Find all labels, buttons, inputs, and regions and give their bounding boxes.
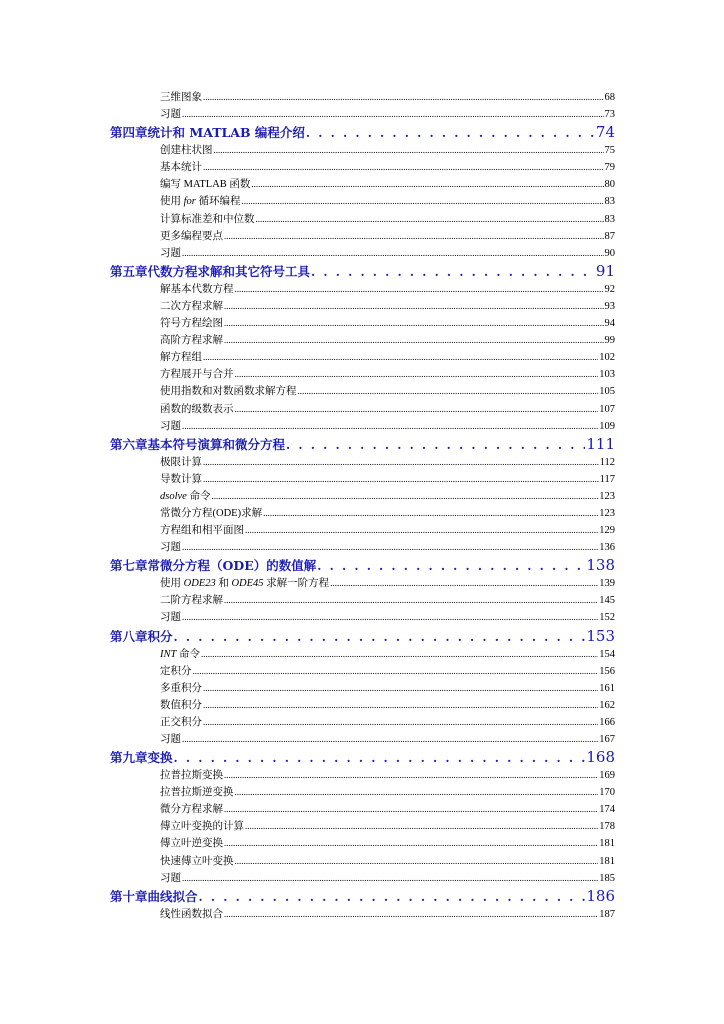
section-title: 创建柱状图 [160, 145, 213, 157]
page-number: 109 [599, 420, 615, 432]
page-number: 187 [599, 908, 615, 920]
section-title-part: 使用 [160, 196, 184, 208]
page-number: 145 [599, 595, 615, 607]
section-title: 微分方程求解 [160, 804, 223, 816]
toc-chapter-entry[interactable] [110, 123, 615, 142]
toc-chapter-entry[interactable] [110, 887, 615, 906]
toc-section-entry[interactable] [110, 488, 615, 505]
toc-section-entry[interactable] [110, 575, 615, 592]
dot-leader [235, 787, 599, 798]
section-title: 二次方程求解 [160, 300, 223, 312]
section-title: 三维图象 [160, 92, 202, 103]
toc-section-entry[interactable] [110, 471, 615, 488]
dot-leader [203, 457, 599, 468]
page-number: 170 [599, 787, 615, 799]
page-number: 161 [599, 682, 615, 694]
table-of-contents [110, 89, 615, 923]
toc-section-entry[interactable] [110, 835, 615, 852]
section-title: 方程组和相平面图 [160, 525, 244, 537]
chapter-title: 第四章统计和 MATLAB 编程介绍 [110, 125, 305, 141]
section-title: 符号方程绘图 [160, 318, 223, 330]
page-number: 166 [599, 716, 615, 728]
toc-section-entry[interactable] [110, 784, 615, 801]
page-number: 90 [604, 247, 615, 259]
page-number: 152 [599, 612, 615, 624]
dot-leader [317, 558, 585, 573]
page-number: 93 [604, 300, 615, 312]
toc-section-entry[interactable] [110, 281, 615, 298]
toc-chapter-entry[interactable] [110, 556, 615, 575]
section-title: 习题 [160, 420, 181, 432]
toc-section-entry[interactable] [110, 211, 615, 228]
page-number: 83 [604, 196, 615, 208]
section-title-italic: INT [160, 648, 177, 660]
toc-section-entry[interactable] [110, 159, 615, 176]
page-number: 79 [604, 162, 615, 174]
page-number: 112 [599, 456, 615, 468]
page-number: 153 [586, 626, 615, 645]
section-title: 正交积分 [160, 716, 202, 728]
page-number: 80 [604, 179, 615, 191]
dot-leader [203, 474, 599, 485]
section-title: 快速傅立叶变换 [160, 855, 234, 867]
dot-leader [174, 750, 586, 765]
toc-section-entry[interactable] [110, 697, 615, 714]
section-title: 高阶方程求解 [160, 335, 223, 347]
toc-section-entry[interactable] [110, 801, 615, 818]
page-number: 105 [599, 386, 615, 398]
page-number: 129 [599, 525, 615, 537]
toc-section-entry[interactable] [110, 454, 615, 471]
dot-leader [256, 214, 604, 225]
dot-leader [203, 162, 604, 173]
dot-leader [193, 666, 599, 677]
toc-section-entry[interactable] [110, 106, 615, 123]
dot-leader [311, 264, 595, 279]
page-number: 74 [595, 123, 615, 142]
toc-section-entry[interactable] [110, 401, 615, 418]
dot-leader [203, 717, 598, 728]
dot-leader [306, 125, 595, 140]
toc-section-entry[interactable] [110, 714, 615, 731]
section-title: 解基本代数方程 [160, 283, 234, 295]
dot-leader [224, 595, 598, 606]
page-number: 103 [599, 369, 615, 381]
dot-leader [174, 629, 586, 644]
dot-leader [182, 109, 604, 120]
page-number: 138 [586, 556, 615, 575]
toc-section-entry[interactable] [110, 505, 615, 522]
page-number: 174 [599, 804, 615, 816]
dot-leader [182, 734, 598, 745]
section-title: 拉普拉斯逆变换 [160, 787, 234, 799]
dot-leader [214, 145, 604, 156]
dot-leader [245, 525, 598, 536]
toc-section-entry[interactable] [110, 853, 615, 870]
toc-section-entry[interactable] [110, 767, 615, 784]
dot-leader [224, 838, 598, 849]
page-number: 94 [604, 318, 615, 330]
toc-section-entry[interactable] [110, 193, 615, 210]
chapter-title: 第八章积分 [110, 628, 173, 644]
dot-leader [203, 352, 598, 363]
page-number: 107 [599, 403, 615, 415]
dot-leader [235, 856, 599, 867]
page-number: 123 [599, 507, 615, 519]
page-number: 178 [599, 821, 615, 833]
section-title-part: 循环编程 [195, 196, 241, 208]
section-title: 更多编程要点 [160, 230, 223, 242]
toc-section-entry[interactable] [110, 366, 615, 383]
dot-leader [251, 179, 603, 190]
dot-leader [235, 284, 604, 295]
dot-leader [224, 231, 604, 242]
section-title [160, 193, 241, 208]
page-number: 123 [599, 490, 615, 502]
dot-leader [242, 196, 604, 207]
toc-chapter-entry[interactable] [110, 262, 615, 281]
section-title: 拉普拉斯变换 [160, 770, 223, 782]
dot-leader [199, 889, 586, 904]
section-title: 习题 [160, 247, 181, 259]
dot-leader [298, 386, 599, 397]
chapter-title: 第七章常微分方程（ODE）的数值解 [110, 558, 317, 574]
dot-leader [203, 92, 604, 103]
page-number: 117 [599, 473, 615, 485]
page-number: 111 [586, 434, 615, 453]
page-number: 136 [599, 542, 615, 554]
section-title: 傅立叶变换的计算 [160, 821, 244, 833]
page-number: 168 [586, 748, 615, 767]
section-title-part: 使用 [160, 578, 184, 590]
toc-chapter-entry[interactable] [110, 435, 615, 454]
section-title: 傅立叶逆变换 [160, 838, 223, 850]
section-title: 使用指数和对数函数求解方程 [160, 386, 297, 398]
section-title: 习题 [160, 734, 181, 745]
section-title [160, 575, 329, 590]
toc-section-entry[interactable] [110, 228, 615, 245]
section-title: 导数计算 [160, 473, 202, 485]
section-title: 数值积分 [160, 699, 202, 711]
dot-leader [211, 491, 598, 502]
section-title-italic: ODE45 [231, 578, 264, 590]
section-title: 多重积分 [160, 682, 202, 694]
dot-leader [263, 508, 598, 519]
section-title: 习题 [160, 612, 181, 624]
section-title: 基本统计 [160, 162, 202, 174]
dot-leader [224, 318, 604, 329]
chapter-title: 第十章曲线拟合 [110, 888, 198, 904]
toc-section-entry[interactable] [110, 592, 615, 609]
page-number: 139 [599, 578, 615, 590]
section-title-italic: ODE23 [183, 578, 216, 590]
chapter-title: 第九章变换 [110, 750, 173, 766]
toc-section-entry[interactable] [110, 906, 615, 923]
dot-leader [182, 248, 604, 259]
toc-section-entry[interactable] [110, 142, 615, 159]
page-number: 186 [586, 886, 615, 905]
page-number: 102 [599, 352, 615, 364]
section-title: 二阶方程求解 [160, 595, 223, 607]
dot-leader [330, 578, 598, 589]
chapter-title: 第六章基本符号演算和微分方程 [110, 436, 286, 452]
page-number: 75 [604, 145, 615, 157]
dot-leader [286, 437, 585, 452]
dot-leader [224, 909, 598, 920]
page-number: 154 [599, 648, 615, 660]
toc-section-entry[interactable] [110, 332, 615, 349]
toc-chapter-entry[interactable] [110, 748, 615, 767]
page-number: 68 [604, 92, 615, 103]
dot-leader [224, 301, 604, 312]
dot-leader [182, 612, 598, 623]
dot-leader [182, 873, 598, 884]
toc-section-entry[interactable] [110, 731, 615, 748]
section-title: 方程展开与合并 [160, 369, 234, 381]
toc-section-entry[interactable] [110, 176, 615, 193]
toc-section-entry[interactable] [110, 663, 615, 680]
section-title-part: 求解一阶方程 [263, 578, 330, 590]
toc-section-entry[interactable] [110, 349, 615, 366]
section-title [160, 488, 210, 503]
page-number: 99 [604, 335, 615, 347]
toc-section-entry[interactable] [110, 818, 615, 835]
page-number: 73 [604, 109, 615, 121]
page-number: 83 [604, 213, 615, 225]
dot-leader [235, 404, 599, 415]
page-number: 162 [599, 699, 615, 711]
toc-section-entry[interactable] [110, 680, 615, 697]
toc-section-entry[interactable] [110, 245, 615, 262]
page-number: 167 [599, 734, 615, 745]
section-title: 编写 MATLAB 函数 [160, 179, 251, 191]
dot-leader [224, 335, 604, 346]
section-title: 习题 [160, 109, 181, 121]
page-number: 169 [599, 770, 615, 782]
section-title: 极限计算 [160, 456, 202, 468]
section-title: 解方程组 [160, 352, 202, 364]
toc-section-entry[interactable] [110, 539, 615, 556]
dot-leader [182, 421, 598, 432]
dot-leader [224, 770, 598, 781]
section-title: 函数的级数表示 [160, 403, 234, 415]
dot-leader [182, 542, 598, 553]
section-title-italic: for [183, 196, 196, 208]
section-title: 习题 [160, 542, 181, 554]
dot-leader [203, 683, 598, 694]
page-number: 185 [599, 872, 615, 884]
section-title-part: 和 [215, 578, 232, 590]
page-number: 92 [604, 283, 615, 295]
page-number: 181 [599, 838, 615, 850]
page-number: 156 [599, 665, 615, 677]
dot-leader [203, 700, 598, 711]
toc-section-entry[interactable] [110, 609, 615, 626]
page-number: 181 [599, 855, 615, 867]
section-title [160, 646, 200, 661]
section-title-italic: dsolve [160, 490, 187, 502]
section-title: 习题 [160, 872, 181, 884]
section-title: 计算标准差和中位数 [160, 213, 255, 225]
toc-chapter-entry[interactable] [110, 627, 615, 646]
dot-leader [201, 649, 598, 660]
dot-leader [245, 821, 598, 832]
section-title-part: 命令 [176, 648, 200, 660]
toc-section-entry[interactable] [110, 315, 615, 332]
section-title-part: 命令 [186, 490, 211, 502]
page-number: 91 [595, 261, 615, 280]
chapter-title: 第五章代数方程求解和其它符号工具 [110, 263, 311, 279]
toc-section-entry[interactable] [110, 646, 615, 663]
section-title: 定积分 [160, 665, 192, 677]
toc-section-entry[interactable] [110, 418, 615, 435]
section-title: 线性函数拟合 [160, 908, 223, 920]
dot-leader [224, 804, 598, 815]
toc-section-entry[interactable] [110, 522, 615, 539]
dot-leader [235, 369, 599, 380]
toc-section-entry[interactable] [110, 383, 615, 400]
page-number: 87 [604, 230, 615, 242]
toc-section-entry[interactable] [110, 870, 615, 887]
section-title: 常微分方程(ODE)求解 [160, 507, 263, 519]
toc-section-entry[interactable] [110, 298, 615, 315]
toc-section-entry[interactable] [110, 89, 615, 106]
